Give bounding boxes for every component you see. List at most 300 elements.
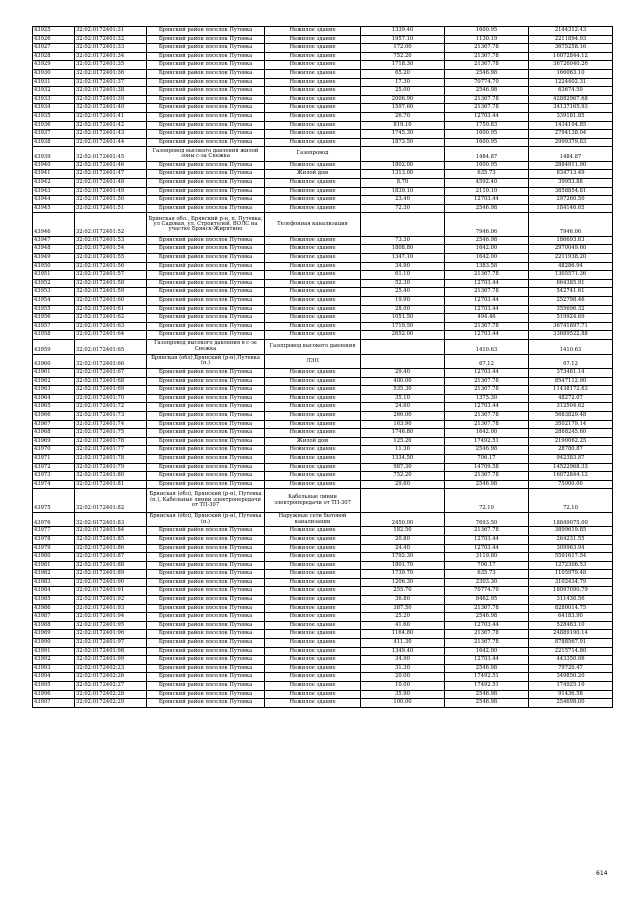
area: 35.10 <box>361 394 445 403</box>
area: 1313.00 <box>361 170 445 179</box>
object-type: Нежилое здание <box>265 271 361 280</box>
row-number: 43987 <box>33 613 75 622</box>
address: Брянский район поселок Путевка <box>147 69 265 78</box>
specific-value: 21367.78 <box>445 527 529 536</box>
address: Брянский район поселок Путевка <box>147 314 265 323</box>
specific-value: 1484.87 <box>445 147 529 162</box>
row-number: 43991 <box>33 647 75 656</box>
specific-value: 21367.78 <box>445 104 529 113</box>
specific-value: 17492.51 <box>445 437 529 446</box>
row-number: 43953 <box>33 288 75 297</box>
cadastral-number: 32:02:0172402:27 <box>75 682 147 691</box>
cadastral-number: 32:02:0172401:89 <box>75 570 147 579</box>
address: Брянский район поселок Путевка <box>147 204 265 213</box>
cadastral-number: 32:02:0172401:74 <box>75 420 147 429</box>
cadastral-value: 339181.85 <box>529 112 613 121</box>
area: 1808.80 <box>361 245 445 254</box>
address: Брянский район поселок Путевка <box>147 454 265 463</box>
object-type: Нежилое здание <box>265 52 361 61</box>
row-number: 43979 <box>33 544 75 553</box>
row-number: 43967 <box>33 420 75 429</box>
row-number: 43984 <box>33 587 75 596</box>
object-type: Нежилое здание <box>265 121 361 130</box>
cadastral-number: 32:02:0172401:94 <box>75 613 147 622</box>
area <box>361 340 445 355</box>
area: 1349.40 <box>361 647 445 656</box>
row-number: 43940 <box>33 161 75 170</box>
specific-value: 1600.95 <box>445 130 529 139</box>
row-number: 43973 <box>33 472 75 481</box>
area: 1164.80 <box>361 630 445 639</box>
area: 29.80 <box>361 480 445 489</box>
area: 20.00 <box>361 673 445 682</box>
address: Брянский район поселок Путевка <box>147 437 265 446</box>
cadastral-number: 32:02:0172401:91 <box>75 587 147 596</box>
object-type: Нежилое здание <box>265 570 361 579</box>
row-number: 43937 <box>33 130 75 139</box>
row-number: 43980 <box>33 553 75 562</box>
specific-value: 12703.44 <box>445 196 529 205</box>
cadastral-number: 32:02:0172401:35 <box>75 61 147 70</box>
table-row <box>33 331 613 340</box>
address: Брянский район поселок Путевка <box>147 187 265 196</box>
table-row <box>33 161 613 170</box>
address: Брянский район поселок Путевка <box>147 130 265 139</box>
object-type: Нежилое здание <box>265 61 361 70</box>
object-type: Нежилое здание <box>265 386 361 395</box>
table-row <box>33 204 613 213</box>
area <box>361 354 445 369</box>
table-row <box>33 52 613 61</box>
object-type: Нежилое здание <box>265 656 361 665</box>
row-number: 43925 <box>33 27 75 36</box>
specific-value: 12703.44 <box>445 535 529 544</box>
object-type: Нежилое здание <box>265 587 361 596</box>
address: Брянский район поселок Путевка <box>147 377 265 386</box>
area: 25.00 <box>361 87 445 96</box>
specific-value: 706.17 <box>445 561 529 570</box>
cadastral-value: 184146.65 <box>529 204 613 213</box>
address: Брянский район поселок Путевка <box>147 446 265 455</box>
cadastral-value: 664385.91 <box>529 279 613 288</box>
table-row <box>33 61 613 70</box>
cadastral-value: 1434104.85 <box>529 121 613 130</box>
area: 987.30 <box>361 463 445 472</box>
table-row <box>33 170 613 179</box>
row-number: 43951 <box>33 271 75 280</box>
specific-value: 8462.95 <box>445 596 529 605</box>
cadastral-number: 32:02:0172401:82 <box>75 489 147 513</box>
object-type: Нежилое здание <box>265 112 361 121</box>
cadastral-value: 48286.94 <box>529 262 613 271</box>
specific-value: 21367.78 <box>445 639 529 648</box>
cadastral-value: 75900.00 <box>529 480 613 489</box>
table-row <box>33 411 613 420</box>
object-type: Нежилое здание <box>265 682 361 691</box>
cadastral-value: 91436.58 <box>529 690 613 699</box>
table-row <box>33 699 613 708</box>
row-number: 43986 <box>33 604 75 613</box>
cadastral-number: 32:02:0172401:96 <box>75 630 147 639</box>
cadastral-value: 1410.63 <box>529 340 613 355</box>
cadastral-number: 32:02:0172401:34 <box>75 52 147 61</box>
cadastral-number: 32:02:0172401:44 <box>75 138 147 147</box>
object-type: Нежилое здание <box>265 454 361 463</box>
object-type: Наружные сети бытовой канализации <box>265 512 361 527</box>
area: 20.80 <box>361 535 445 544</box>
address: Брянский район поселок Путевка <box>147 61 265 70</box>
cadastral-value: 63674.50 <box>529 87 613 96</box>
specific-value: 635.73 <box>445 170 529 179</box>
address: Брянский район поселок Путевка <box>147 170 265 179</box>
address: Брянская (обл), Брянский (р-н), Путевка (п.) <box>147 512 265 527</box>
address: Брянский район поселок Путевка <box>147 527 265 536</box>
cadastral-number: 32:02:0172401:61 <box>75 305 147 314</box>
table-row <box>33 236 613 245</box>
row-number: 43965 <box>33 403 75 412</box>
cadastral-value: 1272306.53 <box>529 561 613 570</box>
row-number: 43927 <box>33 44 75 53</box>
cadastral-number: 32:02:0172401:54 <box>75 245 147 254</box>
cadastral-number: 32:02:0172401:41 <box>75 112 147 121</box>
specific-value: 12703.44 <box>445 297 529 306</box>
address: Брянский район поселок Путевка <box>147 27 265 36</box>
cadastral-value: 39953.88 <box>529 179 613 188</box>
table-row <box>33 386 613 395</box>
area: 25.20 <box>361 613 445 622</box>
object-type: Нежилое здание <box>265 35 361 44</box>
specific-value: 1642.00 <box>445 254 529 263</box>
cadastral-value: 2999379.83 <box>529 138 613 147</box>
cadastral-value: 8788567.91 <box>529 639 613 648</box>
table-row <box>33 95 613 104</box>
area: 1347.10 <box>361 254 445 263</box>
row-number: 43964 <box>33 394 75 403</box>
table-row <box>33 463 613 472</box>
cadastral-number: 32:02:0172401:66 <box>75 354 147 369</box>
row-number: 43956 <box>33 314 75 323</box>
table-row <box>33 553 613 562</box>
cadastral-value: 2868245.60 <box>529 429 613 438</box>
object-type: Нежилое здание <box>265 322 361 331</box>
row-number: 43935 <box>33 112 75 121</box>
cadastral-number: 32:02:0172401:73 <box>75 411 147 420</box>
object-type: Нежилое здание <box>265 44 361 53</box>
row-number: 43931 <box>33 78 75 87</box>
address: Брянский район поселок Путевка <box>147 544 265 553</box>
specific-value: 7946.06 <box>445 213 529 237</box>
specific-value: 1383.58 <box>445 262 529 271</box>
object-type: Нежилое здание <box>265 613 361 622</box>
area: 19.90 <box>361 297 445 306</box>
cadastral-value: 264231.55 <box>529 535 613 544</box>
cadastral-number: 32:02:0172401:93 <box>75 604 147 613</box>
address: Брянская обл., Брянский р-н, п. Путевка, ул Садовая, ул. Строителей, ВОЛС на участке Брянск-Жирятино <box>147 213 265 237</box>
object-type: Нежилое здание <box>265 647 361 656</box>
object-type: Нежилое здание <box>265 69 361 78</box>
specific-value: 2546.98 <box>445 204 529 213</box>
address: Брянский район поселок Путевка <box>147 647 265 656</box>
table-row <box>33 578 613 587</box>
object-type: Нежилое здание <box>265 621 361 630</box>
specific-value: 1642.00 <box>445 429 529 438</box>
row-number: 43954 <box>33 297 75 306</box>
cadastral-number: 32:02:0172401:81 <box>75 480 147 489</box>
object-type: Нежилое здание <box>265 138 361 147</box>
address: Брянский район поселок Путевка <box>147 570 265 579</box>
cadastral-number: 32:02:0172401:65 <box>75 340 147 355</box>
specific-value: 70774.70 <box>445 587 529 596</box>
address: Брянский район поселок Путевка <box>147 587 265 596</box>
object-type: Нежилое здание <box>265 254 361 263</box>
area: 2006.90 <box>361 95 445 104</box>
address: Брянский район поселок Путевка <box>147 254 265 263</box>
cadastral-number: 32:02:0172401:77 <box>75 446 147 455</box>
object-type: Газопровод <box>265 147 361 162</box>
specific-value: 1410.63 <box>445 340 529 355</box>
area: 65.20 <box>361 69 445 78</box>
object-type: Нежилое здание <box>265 297 361 306</box>
table-row <box>33 377 613 386</box>
table-row <box>33 187 613 196</box>
specific-value: 21367.78 <box>445 288 529 297</box>
cadastral-number: 32:02:0172402:26 <box>75 673 147 682</box>
specific-value: 21367.78 <box>445 61 529 70</box>
row-number: 43945 <box>33 204 75 213</box>
table-row <box>33 340 613 355</box>
object-type: Нежилое здание <box>265 664 361 673</box>
area: 2450.00 <box>361 512 445 527</box>
area: 1745.30 <box>361 130 445 139</box>
table-row <box>33 130 613 139</box>
cadastral-number: 32:02:0172401:88 <box>75 561 147 570</box>
area: 266.00 <box>361 411 445 420</box>
address: Брянский район поселок Путевка <box>147 271 265 280</box>
object-type: Нежилое здание <box>265 420 361 429</box>
cadastral-value: 67.12 <box>529 354 613 369</box>
object-type: Нежилое здание <box>265 288 361 297</box>
object-type: Нежилое здание <box>265 690 361 699</box>
table-row <box>33 78 613 87</box>
address: Брянский район поселок Путевка <box>147 322 265 331</box>
specific-value: 12703.44 <box>445 112 529 121</box>
row-number: 43992 <box>33 656 75 665</box>
cadastral-value: 186693.63 <box>529 236 613 245</box>
cadastral-number: 32:02:0172401:86 <box>75 544 147 553</box>
area: 31.30 <box>361 664 445 673</box>
specific-value: 7693.50 <box>445 512 529 527</box>
area: 29.40 <box>361 369 445 378</box>
cadastral-value: 2211894.93 <box>529 35 613 44</box>
object-type: Кабельные линии электропередачи от ТП-307 <box>265 489 361 513</box>
row-number: 43949 <box>33 254 75 263</box>
cadastral-value: 2190062.25 <box>529 437 613 446</box>
area: 255.70 <box>361 587 445 596</box>
object-type: Нежилое здание <box>265 204 361 213</box>
table-row <box>33 596 613 605</box>
cadastral-number: 32:02:0172401:37 <box>75 78 147 87</box>
area: 1746.80 <box>361 429 445 438</box>
area: 1051.50 <box>361 314 445 323</box>
address: Брянский район поселок Путевка <box>147 44 265 53</box>
cadastral-number: 32:02:0172401:38 <box>75 87 147 96</box>
cadastral-number: 32:02:0172401:51 <box>75 204 147 213</box>
specific-value: 72.10 <box>445 489 529 513</box>
cadastral-value: 64183.90 <box>529 613 613 622</box>
cadastral-value: 3858854.81 <box>529 187 613 196</box>
cadastral-number: 32:02:0172401:99 <box>75 656 147 665</box>
table-row <box>33 196 613 205</box>
cadastral-number: 32:02:0172401:79 <box>75 463 147 472</box>
table-row <box>33 87 613 96</box>
row-number: 43955 <box>33 305 75 314</box>
row-number: 43963 <box>33 386 75 395</box>
object-type: Жилой дом <box>265 437 361 446</box>
cadastral-number: 32:02:0172401:95 <box>75 621 147 630</box>
row-number: 43988 <box>33 621 75 630</box>
cadastral-number: 32:02:0172401:55 <box>75 254 147 263</box>
row-number: 43983 <box>33 578 75 587</box>
address: Брянский район поселок Путевка <box>147 35 265 44</box>
cadastral-value: 254698.00 <box>529 699 613 708</box>
cadastral-value: 312504.62 <box>529 403 613 412</box>
table-row <box>33 472 613 481</box>
object-type: Нежилое здание <box>265 463 361 472</box>
object-type: Нежилое здание <box>265 480 361 489</box>
cadastral-value: 36741897.71 <box>529 322 613 331</box>
area: 34.90 <box>361 262 445 271</box>
address: Брянский район поселок Путевка <box>147 420 265 429</box>
specific-value: 1375.30 <box>445 394 529 403</box>
specific-value: 12703.44 <box>445 403 529 412</box>
table-row <box>33 429 613 438</box>
object-type: Нежилое здание <box>265 179 361 188</box>
row-number: 43933 <box>33 95 75 104</box>
row-number: 43993 <box>33 664 75 673</box>
area: 35.90 <box>361 690 445 699</box>
cadastral-value: 5591617.54 <box>529 553 613 562</box>
object-type: Жилой дом <box>265 170 361 179</box>
cadastral-number: 32:02:0172401:70 <box>75 394 147 403</box>
table-row <box>33 369 613 378</box>
cadastral-number: 32:02:0172401:83 <box>75 512 147 527</box>
cadastral-value: 16072844.12 <box>529 52 613 61</box>
cadastral-number: 32:02:0172401:53 <box>75 236 147 245</box>
row-number: 43929 <box>33 61 75 70</box>
specific-value: 2110.10 <box>445 187 529 196</box>
table-row <box>33 314 613 323</box>
cadastral-number: 32:02:0172401:32 <box>75 35 147 44</box>
area: 34.90 <box>361 656 445 665</box>
row-number: 43960 <box>33 354 75 369</box>
cadastral-value: 36726040.26 <box>529 61 613 70</box>
table-row <box>33 69 613 78</box>
specific-value: 2546.98 <box>445 69 529 78</box>
cadastral-number: 32:02:0172401:60 <box>75 297 147 306</box>
cadastral-number: 32:02:0172401:85 <box>75 535 147 544</box>
address: Брянский район поселок Путевка <box>147 262 265 271</box>
specific-value: 21367.78 <box>445 472 529 481</box>
row-number: 43944 <box>33 196 75 205</box>
specific-value: 17492.51 <box>445 673 529 682</box>
table-row <box>33 394 613 403</box>
table-row <box>33 112 613 121</box>
object-type: Нежилое здание <box>265 639 361 648</box>
object-type: Нежилое здание <box>265 403 361 412</box>
object-type: Нежилое здание <box>265 27 361 36</box>
object-type: Нежилое здание <box>265 578 361 587</box>
address: Брянский район поселок Путевка <box>147 682 265 691</box>
area: 1802.00 <box>361 161 445 170</box>
area: 1597.60 <box>361 104 445 113</box>
area: 819.10 <box>361 121 445 130</box>
address: Брянский район поселок Путевка <box>147 621 265 630</box>
specific-value: 1600.95 <box>445 138 529 147</box>
area: 73.30 <box>361 236 445 245</box>
address: Брянский район поселок Путевка <box>147 561 265 570</box>
cadastral-value: 48272.07 <box>529 394 613 403</box>
address: Брянский район поселок Путевка <box>147 179 265 188</box>
table-row <box>33 420 613 429</box>
address: Брянский район поселок Путевка <box>147 386 265 395</box>
cadastral-number: 32:02:0172401:69 <box>75 386 147 395</box>
address: Газопровод высокого давления в с-зе Снежка <box>147 340 265 355</box>
cadastral-value: 42882967.68 <box>529 95 613 104</box>
cadastral-number: 32:02:0172401:64 <box>75 331 147 340</box>
cadastral-number: 32:02:0172402:28 <box>75 690 147 699</box>
address: Брянский район поселок Путевка <box>147 535 265 544</box>
table-row <box>33 690 613 699</box>
row-number: 43989 <box>33 630 75 639</box>
cadastral-number: 32:02:0172402:23 <box>75 664 147 673</box>
address: Брянский район поселок Путевка <box>147 95 265 104</box>
cadastral-number: 32:02:0172401:52 <box>75 213 147 237</box>
object-type: Нежилое здание <box>265 262 361 271</box>
area <box>361 489 445 513</box>
row-number: 43950 <box>33 262 75 271</box>
object-type: Нежилое здание <box>265 314 361 323</box>
cadastral-value: 72.10 <box>529 489 613 513</box>
object-type: Нежилое здание <box>265 630 361 639</box>
object-type: Нежилое здание <box>265 78 361 87</box>
cadastral-number: 32:02:0172401:47 <box>75 170 147 179</box>
cadastral-value: 18097090.79 <box>529 587 613 596</box>
table-row <box>33 570 613 579</box>
area: 1739.70 <box>361 570 445 579</box>
area: 752.20 <box>361 472 445 481</box>
specific-value: 21367.78 <box>445 411 529 420</box>
table-row <box>33 245 613 254</box>
address: Брянский район поселок Путевка <box>147 104 265 113</box>
cadastral-number: 32:02:0172401:57 <box>75 271 147 280</box>
cadastral-value: 8547112.00 <box>529 377 613 386</box>
specific-value: 21367.78 <box>445 271 529 280</box>
table-row <box>33 527 613 536</box>
cadastral-value: 542741.61 <box>529 288 613 297</box>
cadastral-value: 8280014.75 <box>529 604 613 613</box>
specific-value: 1750.83 <box>445 121 529 130</box>
area: 11.30 <box>361 446 445 455</box>
cadastral-number: 32:02:0172401:92 <box>75 596 147 605</box>
object-type: Нежилое здание <box>265 130 361 139</box>
row-number: 43934 <box>33 104 75 113</box>
table-row <box>33 604 613 613</box>
address: Брянский район поселок Путевка <box>147 394 265 403</box>
area: 23.40 <box>361 196 445 205</box>
table-row <box>33 322 613 331</box>
row-number: 43968 <box>33 429 75 438</box>
address: Брянский район поселок Путевка <box>147 604 265 613</box>
